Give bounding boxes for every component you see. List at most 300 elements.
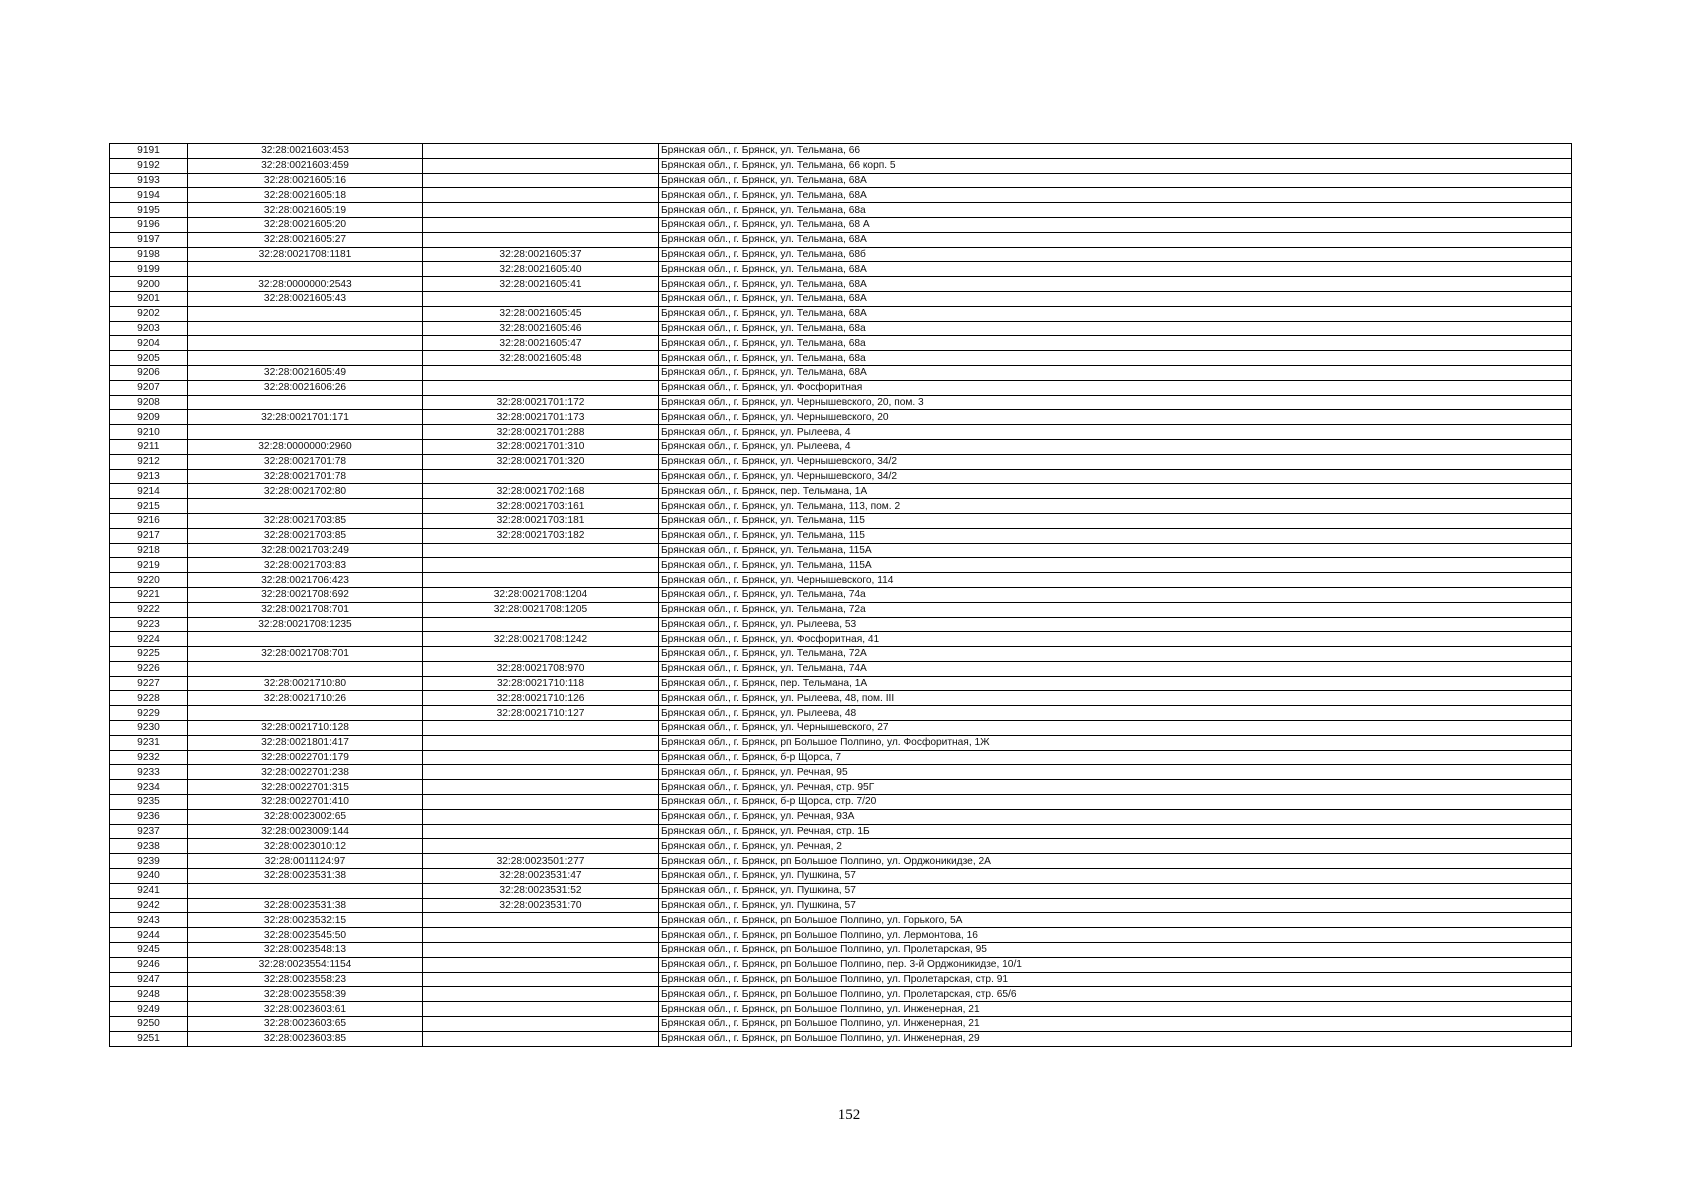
table-row [110, 499, 1572, 514]
address-cell: Брянская обл., г. Брянск, ул. Тельмана, 68А [659, 188, 1572, 203]
row-number-cell: 9217 [110, 528, 188, 543]
table-row [110, 987, 1572, 1002]
row-number-cell: 9208 [110, 395, 188, 410]
row-number-cell: 9249 [110, 1002, 188, 1017]
cadastral-number-cell: 32:28:0021703:83 [188, 558, 423, 573]
row-number-cell: 9201 [110, 291, 188, 306]
row-number-cell: 9229 [110, 706, 188, 721]
cadastral-number-cell: 32:28:0021605:18 [188, 188, 423, 203]
cadastral-number-cell [188, 306, 423, 321]
address-cell: Брянская обл., г. Брянск, ул. Тельмана, 115А [659, 558, 1572, 573]
address-cell: Брянская обл., г. Брянск, пер. Тельмана, 1А [659, 676, 1572, 691]
cadastral-number-cell: 32:28:0022701:410 [188, 795, 423, 810]
table-row [110, 780, 1572, 795]
related-cadastral-number-cell [423, 232, 659, 247]
cadastral-number-cell: 32:28:0021710:26 [188, 691, 423, 706]
cadastral-number-cell: 32:28:0021702:80 [188, 484, 423, 499]
related-cadastral-number-cell [423, 795, 659, 810]
related-cadastral-number-cell: 32:28:0023501:277 [423, 854, 659, 869]
address-cell: Брянская обл., г. Брянск, ул. Речная, стр. 1Б [659, 824, 1572, 839]
cadastral-number-cell: 32:28:0021701:78 [188, 469, 423, 484]
row-number-cell: 9193 [110, 173, 188, 188]
related-cadastral-number-cell [423, 365, 659, 380]
cadastral-number-cell: 32:28:0023603:85 [188, 1031, 423, 1046]
related-cadastral-number-cell [423, 928, 659, 943]
cadastral-number-cell: 32:28:0021603:453 [188, 144, 423, 159]
cadastral-number-cell: 32:28:0021605:19 [188, 203, 423, 218]
row-number-cell: 9210 [110, 425, 188, 440]
cadastral-number-cell: 32:28:0021710:128 [188, 721, 423, 736]
table-row [110, 1017, 1572, 1032]
cadastral-number-cell: 32:28:0021708:1181 [188, 247, 423, 262]
address-cell: Брянская обл., г. Брянск, ул. Тельмана, 68а [659, 351, 1572, 366]
cadastral-number-cell: 32:28:0021603:459 [188, 158, 423, 173]
table-row [110, 484, 1572, 499]
row-number-cell: 9234 [110, 780, 188, 795]
cadastral-number-cell [188, 883, 423, 898]
address-cell: Брянская обл., г. Брянск, ул. Тельмана, 74а [659, 587, 1572, 602]
address-cell: Брянская обл., г. Брянск, ул. Речная, 95 [659, 765, 1572, 780]
row-number-cell: 9246 [110, 957, 188, 972]
related-cadastral-number-cell: 32:28:0023531:52 [423, 883, 659, 898]
table-row [110, 928, 1572, 943]
table-row [110, 883, 1572, 898]
row-number-cell: 9200 [110, 277, 188, 292]
cadastral-number-cell: 32:28:0011124:97 [188, 854, 423, 869]
table-row [110, 765, 1572, 780]
row-number-cell: 9236 [110, 809, 188, 824]
address-cell: Брянская обл., г. Брянск, ул. Тельмана, 68А [659, 277, 1572, 292]
row-number-cell: 9206 [110, 365, 188, 380]
address-cell: Брянская обл., г. Брянск, ул. Пушкина, 57 [659, 898, 1572, 913]
cadastral-number-cell: 32:28:0021606:26 [188, 380, 423, 395]
row-number-cell: 9235 [110, 795, 188, 810]
row-number-cell: 9191 [110, 144, 188, 159]
related-cadastral-number-cell [423, 765, 659, 780]
table-row [110, 617, 1572, 632]
row-number-cell: 9248 [110, 987, 188, 1002]
cadastral-number-cell: 32:28:0022701:315 [188, 780, 423, 795]
cadastral-number-cell: 32:28:0021703:85 [188, 513, 423, 528]
cadastral-number-cell: 32:28:0021708:692 [188, 587, 423, 602]
cadastral-number-cell [188, 351, 423, 366]
table-row [110, 809, 1572, 824]
related-cadastral-number-cell [423, 203, 659, 218]
address-cell: Брянская обл., г. Брянск, рп Большое Полпино, ул. Фосфоритная, 1Ж [659, 735, 1572, 750]
cadastral-number-cell: 32:28:0023548:13 [188, 943, 423, 958]
related-cadastral-number-cell [423, 987, 659, 1002]
related-cadastral-number-cell: 32:28:0021703:182 [423, 528, 659, 543]
related-cadastral-number-cell [423, 173, 659, 188]
cadastral-number-cell: 32:28:0023009:144 [188, 824, 423, 839]
row-number-cell: 9224 [110, 632, 188, 647]
table-row [110, 217, 1572, 232]
row-number-cell: 9247 [110, 972, 188, 987]
address-cell: Брянская обл., г. Брянск, ул. Речная, 2 [659, 839, 1572, 854]
address-cell: Брянская обл., г. Брянск, ул. Тельмана, 115 [659, 528, 1572, 543]
related-cadastral-number-cell: 32:28:0021703:161 [423, 499, 659, 514]
related-cadastral-number-cell [423, 957, 659, 972]
address-cell: Брянская обл., г. Брянск, рп Большое Полпино, ул. Орджоникидзе, 2А [659, 854, 1572, 869]
address-cell: Брянская обл., г. Брянск, ул. Тельмана, 74А [659, 661, 1572, 676]
cadastral-number-cell [188, 262, 423, 277]
table-row [110, 262, 1572, 277]
table-row [110, 972, 1572, 987]
address-cell: Брянская обл., г. Брянск, ул. Речная, стр. 95Г [659, 780, 1572, 795]
row-number-cell: 9222 [110, 602, 188, 617]
row-number-cell: 9214 [110, 484, 188, 499]
table-row [110, 691, 1572, 706]
cadastral-number-cell [188, 706, 423, 721]
row-number-cell: 9240 [110, 869, 188, 884]
related-cadastral-number-cell: 32:28:0021708:1205 [423, 602, 659, 617]
row-number-cell: 9245 [110, 943, 188, 958]
row-number-cell: 9213 [110, 469, 188, 484]
cadastral-number-cell: 32:28:0000000:2960 [188, 439, 423, 454]
row-number-cell: 9242 [110, 898, 188, 913]
address-cell: Брянская обл., г. Брянск, ул. Рылеева, 4 [659, 439, 1572, 454]
address-cell: Брянская обл., г. Брянск, ул. Тельмана, 68 А [659, 217, 1572, 232]
address-cell: Брянская обл., г. Брянск, ул. Тельмана, 72А [659, 647, 1572, 662]
cadastral-number-cell: 32:28:0021605:16 [188, 173, 423, 188]
related-cadastral-number-cell [423, 1031, 659, 1046]
address-cell: Брянская обл., г. Брянск, ул. Тельмана, 68А [659, 306, 1572, 321]
row-number-cell: 9243 [110, 913, 188, 928]
related-cadastral-number-cell [423, 558, 659, 573]
table-row [110, 943, 1572, 958]
row-number-cell: 9239 [110, 854, 188, 869]
related-cadastral-number-cell [423, 469, 659, 484]
table-row [110, 869, 1572, 884]
table-row [110, 854, 1572, 869]
row-number-cell: 9251 [110, 1031, 188, 1046]
cadastral-number-cell: 32:28:0021605:27 [188, 232, 423, 247]
address-cell: Брянская обл., г. Брянск, ул. Фосфоритная [659, 380, 1572, 395]
row-number-cell: 9237 [110, 824, 188, 839]
table-row [110, 410, 1572, 425]
related-cadastral-number-cell: 32:28:0021605:41 [423, 277, 659, 292]
row-number-cell: 9238 [110, 839, 188, 854]
table-row [110, 587, 1572, 602]
table-row [110, 1031, 1572, 1046]
address-cell: Брянская обл., г. Брянск, ул. Фосфоритная, 41 [659, 632, 1572, 647]
related-cadastral-number-cell [423, 647, 659, 662]
row-number-cell: 9202 [110, 306, 188, 321]
related-cadastral-number-cell [423, 188, 659, 203]
address-cell: Брянская обл., г. Брянск, ул. Пушкина, 57 [659, 869, 1572, 884]
table-row [110, 336, 1572, 351]
row-number-cell: 9203 [110, 321, 188, 336]
cadastral-number-cell [188, 425, 423, 440]
related-cadastral-number-cell: 32:28:0023531:70 [423, 898, 659, 913]
address-cell: Брянская обл., г. Брянск, рп Большое Полпино, ул. Инженерная, 21 [659, 1017, 1572, 1032]
address-cell: Брянская обл., г. Брянск, б-р Щорса, стр. 7/20 [659, 795, 1572, 810]
address-cell: Брянская обл., г. Брянск, ул. Чернышевского, 114 [659, 573, 1572, 588]
row-number-cell: 9192 [110, 158, 188, 173]
cadastral-number-cell: 32:28:0023603:61 [188, 1002, 423, 1017]
address-cell: Брянская обл., г. Брянск, ул. Рылеева, 48, пом. III [659, 691, 1572, 706]
table-row [110, 1002, 1572, 1017]
row-number-cell: 9225 [110, 647, 188, 662]
table-row [110, 795, 1572, 810]
row-number-cell: 9244 [110, 928, 188, 943]
table-row [110, 232, 1572, 247]
table-row [110, 676, 1572, 691]
related-cadastral-number-cell [423, 1002, 659, 1017]
table-row [110, 543, 1572, 558]
cadastral-number-cell [188, 499, 423, 514]
table-row [110, 439, 1572, 454]
table-row [110, 721, 1572, 736]
address-cell: Брянская обл., г. Брянск, рп Большое Полпино, ул. Пролетарская, стр. 65/6 [659, 987, 1572, 1002]
cadastral-number-cell: 32:28:0023010:12 [188, 839, 423, 854]
address-cell: Брянская обл., г. Брянск, рп Большое Полпино, ул. Инженерная, 21 [659, 1002, 1572, 1017]
related-cadastral-number-cell: 32:28:0023531:47 [423, 869, 659, 884]
cadastral-number-cell: 32:28:0021701:171 [188, 410, 423, 425]
address-cell: Брянская обл., г. Брянск, ул. Чернышевского, 20, пом. 3 [659, 395, 1572, 410]
related-cadastral-number-cell: 32:28:0021702:168 [423, 484, 659, 499]
related-cadastral-number-cell: 32:28:0021708:1242 [423, 632, 659, 647]
cadastral-number-cell: 32:28:0000000:2543 [188, 277, 423, 292]
related-cadastral-number-cell [423, 839, 659, 854]
cadastral-number-cell: 32:28:0021801:417 [188, 735, 423, 750]
related-cadastral-number-cell [423, 1017, 659, 1032]
related-cadastral-number-cell [423, 380, 659, 395]
address-cell: Брянская обл., г. Брянск, ул. Тельмана, 68А [659, 365, 1572, 380]
row-number-cell: 9228 [110, 691, 188, 706]
related-cadastral-number-cell [423, 750, 659, 765]
cadastral-number-cell: 32:28:0021605:49 [188, 365, 423, 380]
cadastral-number-cell: 32:28:0023554:1154 [188, 957, 423, 972]
cadastral-number-cell: 32:28:0021706:423 [188, 573, 423, 588]
cadastral-number-cell [188, 395, 423, 410]
address-cell: Брянская обл., г. Брянск, ул. Тельмана, 68а [659, 321, 1572, 336]
row-number-cell: 9205 [110, 351, 188, 366]
address-cell: Брянская обл., г. Брянск, ул. Тельмана, 68А [659, 262, 1572, 277]
row-number-cell: 9196 [110, 217, 188, 232]
related-cadastral-number-cell: 32:28:0021708:1204 [423, 587, 659, 602]
cadastral-number-cell [188, 336, 423, 351]
table-row [110, 158, 1572, 173]
address-cell: Брянская обл., г. Брянск, пер. Тельмана, 1А [659, 484, 1572, 499]
address-cell: Брянская обл., г. Брянск, рп Большое Полпино, ул. Пролетарская, стр. 91 [659, 972, 1572, 987]
cadastral-number-cell: 32:28:0021710:80 [188, 676, 423, 691]
address-cell: Брянская обл., г. Брянск, ул. Чернышевского, 27 [659, 721, 1572, 736]
related-cadastral-number-cell: 32:28:0021701:172 [423, 395, 659, 410]
related-cadastral-number-cell [423, 144, 659, 159]
related-cadastral-number-cell: 32:28:0021701:310 [423, 439, 659, 454]
table-row [110, 824, 1572, 839]
cadastral-number-cell: 32:28:0021605:43 [188, 291, 423, 306]
address-cell: Брянская обл., г. Брянск, рп Большое Полпино, ул. Инженерная, 29 [659, 1031, 1572, 1046]
address-cell: Брянская обл., г. Брянск, ул. Тельмана, 72а [659, 602, 1572, 617]
row-number-cell: 9220 [110, 573, 188, 588]
table-row [110, 898, 1572, 913]
row-number-cell: 9204 [110, 336, 188, 351]
row-number-cell: 9216 [110, 513, 188, 528]
address-cell: Брянская обл., г. Брянск, б-р Щорса, 7 [659, 750, 1572, 765]
address-cell: Брянская обл., г. Брянск, рп Большое Полпино, ул. Горького, 5А [659, 913, 1572, 928]
cadastral-number-cell: 32:28:0023532:15 [188, 913, 423, 928]
address-cell: Брянская обл., г. Брянск, рп Большое Полпино, ул. Лермонтова, 16 [659, 928, 1572, 943]
table-row [110, 661, 1572, 676]
table-row [110, 277, 1572, 292]
table-row [110, 513, 1572, 528]
related-cadastral-number-cell: 32:28:0021701:288 [423, 425, 659, 440]
related-cadastral-number-cell: 32:28:0021701:173 [423, 410, 659, 425]
table-row [110, 750, 1572, 765]
cadastral-number-cell: 32:28:0021708:701 [188, 602, 423, 617]
related-cadastral-number-cell: 32:28:0021605:46 [423, 321, 659, 336]
table-row [110, 306, 1572, 321]
address-cell: Брянская обл., г. Брянск, ул. Пушкина, 57 [659, 883, 1572, 898]
related-cadastral-number-cell [423, 617, 659, 632]
address-cell: Брянская обл., г. Брянск, ул. Тельмана, 68а [659, 203, 1572, 218]
address-cell: Брянская обл., г. Брянск, ул. Тельмана, 68а [659, 336, 1572, 351]
related-cadastral-number-cell: 32:28:0021703:181 [423, 513, 659, 528]
address-cell: Брянская обл., г. Брянск, ул. Тельмана, 68А [659, 173, 1572, 188]
address-cell: Брянская обл., г. Брянск, ул. Чернышевского, 20 [659, 410, 1572, 425]
table-row [110, 395, 1572, 410]
related-cadastral-number-cell [423, 721, 659, 736]
address-cell: Брянская обл., г. Брянск, ул. Рылеева, 4 [659, 425, 1572, 440]
address-cell: Брянская обл., г. Брянск, ул. Рылеева, 53 [659, 617, 1572, 632]
address-cell: Брянская обл., г. Брянск, ул. Рылеева, 48 [659, 706, 1572, 721]
registry-table-body [110, 144, 1572, 1047]
table-row [110, 188, 1572, 203]
row-number-cell: 9199 [110, 262, 188, 277]
related-cadastral-number-cell [423, 780, 659, 795]
address-cell: Брянская обл., г. Брянск, ул. Тельмана, 115 [659, 513, 1572, 528]
row-number-cell: 9232 [110, 750, 188, 765]
cadastral-number-cell: 32:28:0023531:38 [188, 898, 423, 913]
cadastral-number-cell: 32:28:0021701:78 [188, 454, 423, 469]
table-row [110, 839, 1572, 854]
row-number-cell: 9223 [110, 617, 188, 632]
cadastral-number-cell: 32:28:0021703:85 [188, 528, 423, 543]
related-cadastral-number-cell: 32:28:0021605:48 [423, 351, 659, 366]
address-cell: Брянская обл., г. Брянск, ул. Тельмана, 66 [659, 144, 1572, 159]
related-cadastral-number-cell [423, 291, 659, 306]
related-cadastral-number-cell [423, 217, 659, 232]
address-cell: Брянская обл., г. Брянск, рп Большое Полпино, пер. 3-й Орджоникидзе, 10/1 [659, 957, 1572, 972]
row-number-cell: 9198 [110, 247, 188, 262]
related-cadastral-number-cell: 32:28:0021605:45 [423, 306, 659, 321]
cadastral-number-cell: 32:28:0021703:249 [188, 543, 423, 558]
table-row [110, 425, 1572, 440]
table-row [110, 351, 1572, 366]
address-cell: Брянская обл., г. Брянск, ул. Чернышевского, 34/2 [659, 469, 1572, 484]
table-row [110, 573, 1572, 588]
cadastral-number-cell: 32:28:0023603:65 [188, 1017, 423, 1032]
table-row [110, 469, 1572, 484]
related-cadastral-number-cell: 32:28:0021605:47 [423, 336, 659, 351]
table-row [110, 365, 1572, 380]
table-row [110, 321, 1572, 336]
table-row [110, 647, 1572, 662]
address-cell: Брянская обл., г. Брянск, ул. Тельмана, 115А [659, 543, 1572, 558]
table-row [110, 291, 1572, 306]
registry-table [109, 143, 1572, 1047]
cadastral-number-cell: 32:28:0021605:20 [188, 217, 423, 232]
related-cadastral-number-cell: 32:28:0021708:970 [423, 661, 659, 676]
related-cadastral-number-cell [423, 913, 659, 928]
cadastral-number-cell: 32:28:0023002:65 [188, 809, 423, 824]
cadastral-number-cell: 32:28:0021708:1235 [188, 617, 423, 632]
cadastral-number-cell [188, 321, 423, 336]
related-cadastral-number-cell: 32:28:0021710:118 [423, 676, 659, 691]
cadastral-number-cell: 32:28:0023558:39 [188, 987, 423, 1002]
related-cadastral-number-cell [423, 543, 659, 558]
cadastral-number-cell: 32:28:0023531:38 [188, 869, 423, 884]
table-row [110, 144, 1572, 159]
cadastral-number-cell: 32:28:0021708:701 [188, 647, 423, 662]
row-number-cell: 9194 [110, 188, 188, 203]
related-cadastral-number-cell [423, 809, 659, 824]
table-row [110, 247, 1572, 262]
row-number-cell: 9250 [110, 1017, 188, 1032]
row-number-cell: 9211 [110, 439, 188, 454]
related-cadastral-number-cell: 32:28:0021605:37 [423, 247, 659, 262]
row-number-cell: 9207 [110, 380, 188, 395]
table-row [110, 528, 1572, 543]
table-row [110, 203, 1572, 218]
table-row [110, 454, 1572, 469]
cadastral-number-cell: 32:28:0023558:23 [188, 972, 423, 987]
row-number-cell: 9233 [110, 765, 188, 780]
address-cell: Брянская обл., г. Брянск, ул. Тельмана, 68б [659, 247, 1572, 262]
table-row [110, 558, 1572, 573]
address-cell: Брянская обл., г. Брянск, ул. Тельмана, 68А [659, 291, 1572, 306]
related-cadastral-number-cell: 32:28:0021701:320 [423, 454, 659, 469]
cadastral-number-cell: 32:28:0022701:238 [188, 765, 423, 780]
related-cadastral-number-cell [423, 972, 659, 987]
related-cadastral-number-cell: 32:28:0021710:126 [423, 691, 659, 706]
row-number-cell: 9221 [110, 587, 188, 602]
related-cadastral-number-cell [423, 158, 659, 173]
cadastral-number-cell [188, 632, 423, 647]
table-row [110, 706, 1572, 721]
row-number-cell: 9219 [110, 558, 188, 573]
address-cell: Брянская обл., г. Брянск, ул. Речная, 93А [659, 809, 1572, 824]
table-row [110, 380, 1572, 395]
related-cadastral-number-cell [423, 735, 659, 750]
address-cell: Брянская обл., г. Брянск, ул. Тельмана, 66 корп. 5 [659, 158, 1572, 173]
related-cadastral-number-cell: 32:28:0021710:127 [423, 706, 659, 721]
table-row [110, 173, 1572, 188]
table-row [110, 735, 1572, 750]
row-number-cell: 9227 [110, 676, 188, 691]
row-number-cell: 9195 [110, 203, 188, 218]
row-number-cell: 9218 [110, 543, 188, 558]
row-number-cell: 9231 [110, 735, 188, 750]
row-number-cell: 9209 [110, 410, 188, 425]
table-row [110, 602, 1572, 617]
table-row [110, 913, 1572, 928]
related-cadastral-number-cell: 32:28:0021605:40 [423, 262, 659, 277]
row-number-cell: 9212 [110, 454, 188, 469]
page-number: 152 [837, 1107, 861, 1123]
address-cell: Брянская обл., г. Брянск, ул. Чернышевского, 34/2 [659, 454, 1572, 469]
row-number-cell: 9230 [110, 721, 188, 736]
address-cell: Брянская обл., г. Брянск, ул. Тельмана, 68А [659, 232, 1572, 247]
cadastral-number-cell: 32:28:0023545:50 [188, 928, 423, 943]
table-row [110, 632, 1572, 647]
cadastral-number-cell: 32:28:0022701:179 [188, 750, 423, 765]
row-number-cell: 9226 [110, 661, 188, 676]
row-number-cell: 9197 [110, 232, 188, 247]
row-number-cell: 9241 [110, 883, 188, 898]
